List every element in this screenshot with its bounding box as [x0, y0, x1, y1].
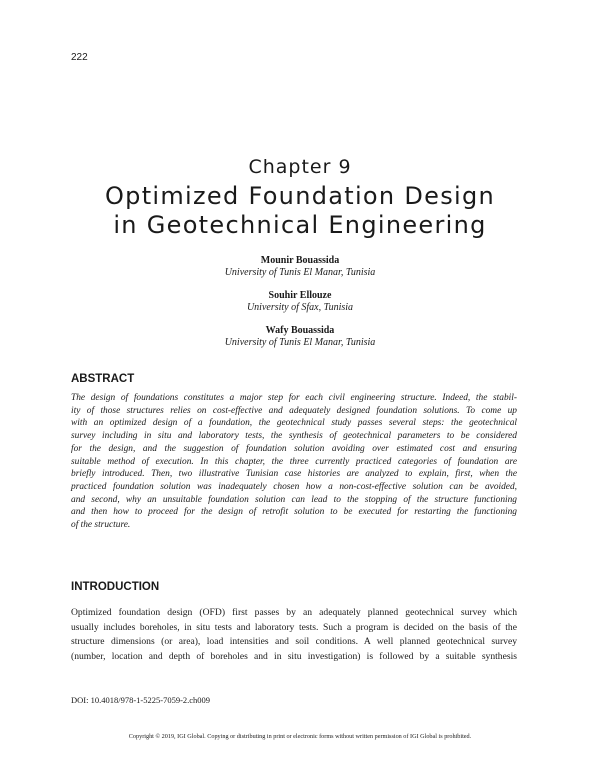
chapter-title-line: Optimized Foundation Design: [104, 182, 496, 210]
chapter-label: Chapter 9: [248, 156, 352, 178]
author-block: [0, 290, 600, 314]
author-block: [0, 325, 600, 349]
abstract-line: of the structure.: [71, 520, 131, 531]
copyright-notice: Copyright © 2019, IGI Global. Copying or distributing in print or electronic forms without written permission of IGI Global is prohibited.: [128, 733, 472, 740]
abstract-line: and second, why an unsuitable foundation solution can lead to the stopping of the structure functioning: [71, 494, 517, 505]
chapter-title: [60, 182, 540, 240]
page-number: 222: [71, 52, 88, 63]
abstract-line: for the design, and the suggestion of foundation solution avoiding over estimated cost and ensuring: [71, 443, 517, 454]
author-name: Souhir Ellouze: [268, 290, 332, 301]
introduction-body: [71, 606, 517, 664]
introduction-line: Optimized foundation design (OFD) first passes by an adequately planned geotechnical survey which: [71, 607, 517, 618]
author-name: Wafy Bouassida: [265, 325, 335, 336]
abstract-line: with an optimized design of a foundation, the geotechnical study passes several steps: the geotechnical: [71, 418, 517, 429]
author-affiliation: University of Tunis El Manar, Tunisia: [224, 337, 376, 348]
doi: DOI: 10.4018/978-1-5225-7059-2.ch009: [71, 695, 211, 705]
abstract-line: and then how to proceed for the design of retrofit solution to be executed for restarting the functioning: [71, 507, 517, 518]
abstract-heading: ABSTRACT: [71, 373, 135, 385]
chapter-title-line: in Geotechnical Engineering: [113, 211, 487, 239]
introduction-line: (number, location and depth of boreholes and in situ investigation) is followed by a suitable synthesis: [71, 650, 517, 662]
introduction-line: usually includes boreholes, in situ tests and laboratory tests. Such a program is decided on the basis of the: [71, 621, 517, 633]
abstract-line: ity of those structures relies on cost-effective and adequately designed foundation solutions. To come up: [71, 405, 517, 416]
abstract-body: [71, 392, 517, 532]
abstract-line: briefly introduced. Then, two illustrative Tunisian case histories are analyzed to explain, first, when the: [71, 469, 517, 480]
author-name: Mounir Bouassida: [260, 255, 340, 266]
abstract-line: survey including in situ and laboratory tests, the synthesis of geotechnical parameters to be considered: [71, 431, 517, 442]
abstract-line: The design of foundations constitutes a major step for each civil engineering structure. Indeed, the stabil-: [71, 393, 517, 403]
introduction-heading: INTRODUCTION: [71, 581, 160, 593]
abstract-line: practiced foundation solution was inadequately chosen how a non-cost-effective solution can be avoided,: [71, 481, 517, 492]
author-block: [0, 255, 600, 279]
introduction-line: structure dimensions (or area), load intensities and soil conditions. A well planned geotechnical survey: [71, 636, 517, 647]
author-affiliation: University of Sfax, Tunisia: [246, 302, 354, 313]
abstract-line: suitable method of execution. In this chapter, the three currently practiced categories of foundation are: [71, 456, 517, 467]
author-affiliation: University of Tunis El Manar, Tunisia: [224, 267, 376, 278]
